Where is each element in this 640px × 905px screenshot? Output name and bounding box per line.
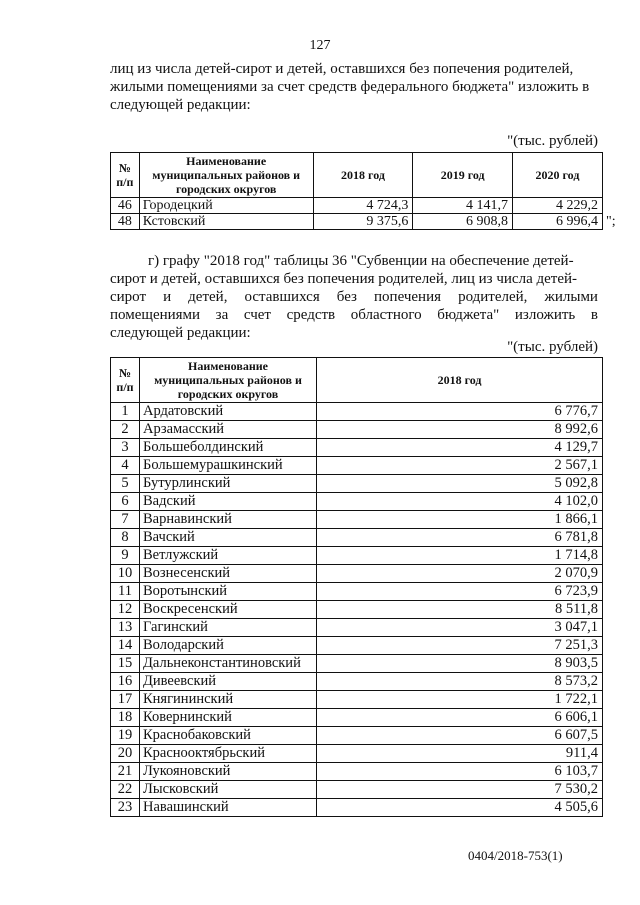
header-name: Наименование муниципальных районов и городских округов [139,153,313,198]
district-name: Большемурашкинский [140,457,317,475]
value-2018: 2 070,9 [317,565,603,583]
table-row [111,601,603,619]
row-number: 16 [111,673,140,691]
value-2020: 6 996,4 [512,214,602,230]
header-2019: 2019 год [413,153,513,198]
district-name: Вознесенский [140,565,317,583]
row-number: 2 [111,421,140,439]
header-num: № п/п [111,358,140,403]
district-name: Краснобаковский [140,727,317,745]
district-name: Воротынский [140,583,317,601]
value-2018: 1 866,1 [317,511,603,529]
value-2018: 4 505,6 [317,799,603,817]
row-number: 8 [111,529,140,547]
value-2018: 6 606,1 [317,709,603,727]
table-row [111,763,603,781]
header-num: № п/п [111,153,140,198]
row-number: 3 [111,439,140,457]
intro-line: следующей редакции: [110,97,251,113]
row-number: 48 [111,214,140,230]
row-number: 21 [111,763,140,781]
row-number: 13 [111,619,140,637]
table-row [111,475,603,493]
district-name: Городецкий [139,198,313,214]
value-2018: 911,4 [317,745,603,763]
word: попечения [374,289,442,305]
district-name: Ковернинский [140,709,317,727]
value-2018: 6 103,7 [317,763,603,781]
table-row [111,655,603,673]
value-2018: 6 776,7 [317,403,603,421]
table-row [111,781,603,799]
district-name: Арзамасский [140,421,317,439]
value-2018: 9 375,6 [313,214,413,230]
paragraph-g [110,252,598,342]
table1-unit-note: "(тыс. рублей) [507,133,598,149]
table-row [111,691,603,709]
closing-quote-mark: "; [606,214,616,229]
value-2018: 6 607,5 [317,727,603,745]
value-2018: 5 092,8 [317,475,603,493]
row-number: 6 [111,493,140,511]
value-2018: 1 714,8 [317,547,603,565]
district-name: Вачский [140,529,317,547]
table-row [111,214,603,230]
word: счет [243,307,271,323]
district-name: Дивеевский [140,673,317,691]
word: оставшихся [244,289,320,305]
district-name: Гагинский [140,619,317,637]
district-name: Лукояновский [140,763,317,781]
table-row [111,403,603,421]
word: без [336,289,357,305]
table2-unit-note: "(тыс. рублей) [507,339,598,355]
table-row [111,493,603,511]
table-row [111,583,603,601]
value-2018: 8 573,2 [317,673,603,691]
row-number: 15 [111,655,140,673]
district-name: Княгининский [140,691,317,709]
paragraph-g-line [110,306,598,324]
word: областного [350,307,422,323]
header-2018: 2018 год [317,358,603,403]
table-row [111,421,603,439]
table-row [111,565,603,583]
row-number: 7 [111,511,140,529]
value-2018: 6 781,8 [317,529,603,547]
district-name: Воскресенский [140,601,317,619]
table-row [111,727,603,745]
header-2018: 2018 год [313,153,413,198]
row-number: 17 [111,691,140,709]
row-number: 9 [111,547,140,565]
table-row [111,457,603,475]
value-2018: 4 724,3 [313,198,413,214]
word: помещениями [110,307,201,323]
word: жилыми [544,289,598,305]
row-number: 11 [111,583,140,601]
intro-paragraph [110,60,598,114]
row-number: 23 [111,799,140,817]
table-row [111,637,603,655]
district-name: Володарский [140,637,317,655]
value-2018: 4 102,0 [317,493,603,511]
row-number: 18 [111,709,140,727]
word: бюджета" [437,307,500,323]
table-row [111,619,603,637]
table-row [111,511,603,529]
word: за [215,307,229,323]
row-number: 19 [111,727,140,745]
district-name: Навашинский [140,799,317,817]
value-2018: 4 129,7 [317,439,603,457]
value-2018: 6 723,9 [317,583,603,601]
value-2020: 4 229,2 [512,198,602,214]
district-name: Вадский [140,493,317,511]
document-code: 0404/2018-753(1) [468,848,563,863]
value-2018: 7 530,2 [317,781,603,799]
word: родителей, [458,289,528,305]
table-row [111,529,603,547]
value-2018: 8 511,8 [317,601,603,619]
row-number: 46 [111,198,140,214]
district-name: Кстовский [139,214,313,230]
intro-line: лиц из числа детей-сирот и детей, оставшихся без попечения родителей, [110,61,574,77]
district-name: Лысковский [140,781,317,799]
row-number: 5 [111,475,140,493]
paragraph-g-line: следующей редакции: [110,325,251,341]
district-name: Бутурлинский [140,475,317,493]
table-row [111,709,603,727]
word: средств [286,307,336,323]
table-row [111,673,603,691]
table2-body [111,403,603,817]
table-row [111,799,603,817]
table-row [111,439,603,457]
paragraph-g-line: г) графу "2018 год" таблицы 36 "Субвенции на обеспечение детей- [148,253,574,269]
paragraph-g-line: сирот и детей, оставшихся без попечения родителей, лиц из числа детей- [110,271,578,287]
row-number: 22 [111,781,140,799]
table1-body [111,198,603,230]
row-number: 1 [111,403,140,421]
value-2018: 2 567,1 [317,457,603,475]
paragraph-g-line [110,288,598,306]
word: в [590,307,598,323]
value-2019: 6 908,8 [413,214,513,230]
word: изложить [514,307,576,323]
row-number: 14 [111,637,140,655]
value-2018: 3 047,1 [317,619,603,637]
district-name: Краснооктябрьский [140,745,317,763]
district-name: Ветлужский [140,547,317,565]
table-row [111,745,603,763]
row-number: 4 [111,457,140,475]
row-number: 10 [111,565,140,583]
value-2019: 4 141,7 [413,198,513,214]
page-number: 127 [309,38,331,53]
table-header-row [111,358,603,403]
header-name: Наименование муниципальных районов и городских округов [140,358,317,403]
intro-line: жилыми помещениями за счет средств федерального бюджета" изложить в [110,79,590,95]
subsidy-table-federal [110,152,603,230]
word: и [163,289,172,305]
word: сирот [110,289,147,305]
district-name: Ардатовский [140,403,317,421]
value-2018: 8 903,5 [317,655,603,673]
district-name: Варнавинский [140,511,317,529]
row-number: 20 [111,745,140,763]
table-row [111,547,603,565]
table-row [111,198,603,214]
word: детей, [188,289,228,305]
value-2018: 1 722,1 [317,691,603,709]
district-name: Большеболдинский [140,439,317,457]
header-2020: 2020 год [512,153,602,198]
subsidy-table-regional [110,357,603,817]
value-2018: 8 992,6 [317,421,603,439]
district-name: Дальнеконстантиновский [140,655,317,673]
table-header-row [111,153,603,198]
row-number: 12 [111,601,140,619]
value-2018: 7 251,3 [317,637,603,655]
